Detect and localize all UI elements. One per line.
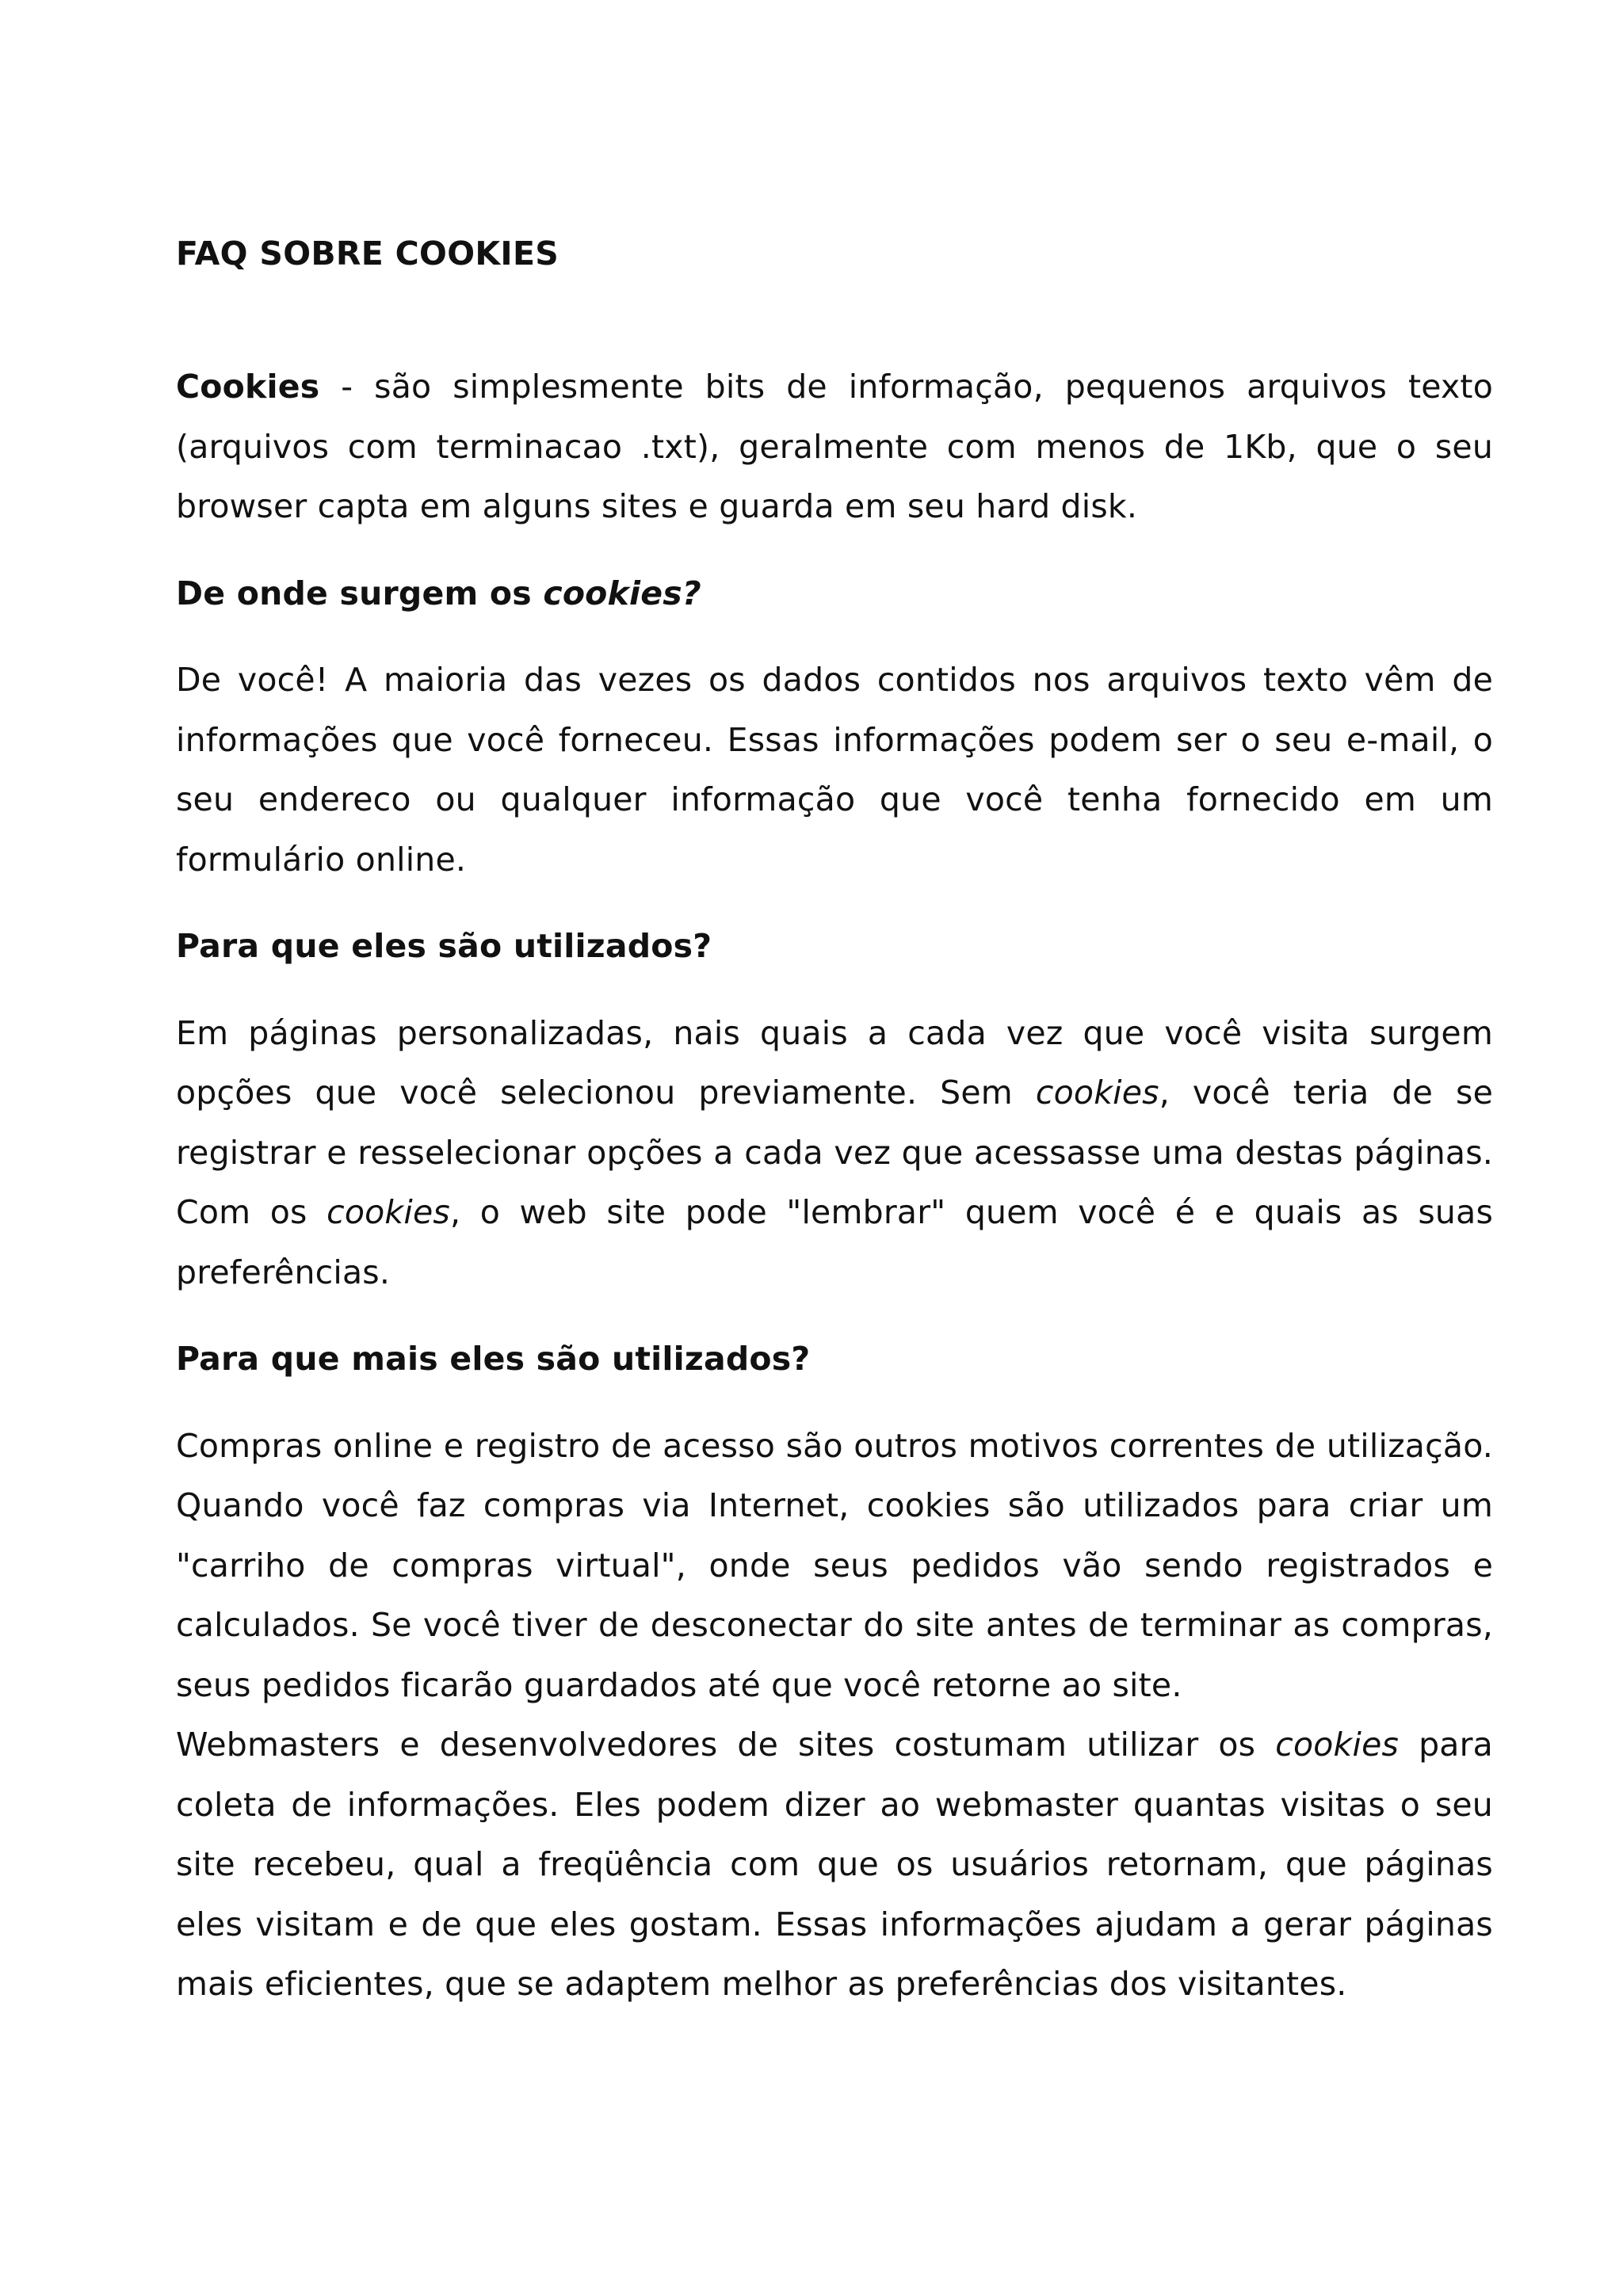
intro-definition: - são simplesmente bits de informação, pequenos arquivos texto (arquivos com terminacao .txt), geralmente com menos de 1Kb, que o seu browser capta em alguns sites e guarda em seu hard disk. [176,368,1493,525]
question-3-heading: Para que mais eles são utilizados? [176,1340,811,1378]
question-3-answer-2-text-1: Webmasters e desenvolvedores de sites costumam utilizar os [176,1726,1276,1764]
question-1-heading [176,564,1493,624]
document-body [176,227,1493,2015]
question-2-answer-text-2: , você teria de se registrar e resselecionar opções a cada vez que acessasse uma destas páginas. Com os [176,1074,1493,1231]
question-3-answer-2 [176,1715,1493,2015]
question-2-answer [176,1004,1493,1303]
intro-paragraph [176,357,1493,537]
question-3-answer-2-text-2: para coleta de informações. Eles podem dizer ao webmaster quantas visitas o seu site recebeu, qual a freqüência com que os usuários retornam, que páginas eles visitam e de que eles gostam. Essas informações ajudam a gerar páginas mais eficientes, que se adaptem melhor as preferências dos visitantes. [176,1726,1493,2003]
question-2-answer-text-1: Em páginas personalizadas, nais quais a cada vez que você visita surgem opções que você selecionou previamente. Sem [176,1013,1493,1112]
question-2-answer-italic-2: cookies [327,1193,450,1231]
document-title: FAQ SOBRE COOKIES [176,235,559,273]
question-1-answer: De você! A maioria das vezes os dados contidos nos arquivos texto vêm de informações que você forneceu. Essas informações podem ser o seu e-mail, o seu endereco ou qualquer informação que você tenha fornecido em um formulário online. [176,661,1493,879]
question-3-answer-1: Compras online e registro de acesso são outros motivos correntes de utilização. Quando você faz compras via Internet, cookies são utilizados para criar um "carriho de compras virtual", onde seus pedidos vão sendo registrados e calculados. Se você tiver de desconectar do site antes de terminar as compras, seus pedidos ficarão guardados até que você retorne ao site. [176,1426,1493,1704]
question-3-answer-2-italic: cookies [1275,1726,1400,1764]
question-1-heading-text: De onde surgem os [176,574,544,612]
question-2-answer-text-3: , o web site pode "lembrar" quem você é e quais as suas preferências. [176,1193,1494,1291]
question-2-answer-italic-1: cookies [1035,1074,1159,1112]
intro-term: Cookies [176,368,320,406]
question-1-heading-italic: cookies? [543,574,701,612]
question-2-heading: Para que eles são utilizados? [176,927,712,965]
